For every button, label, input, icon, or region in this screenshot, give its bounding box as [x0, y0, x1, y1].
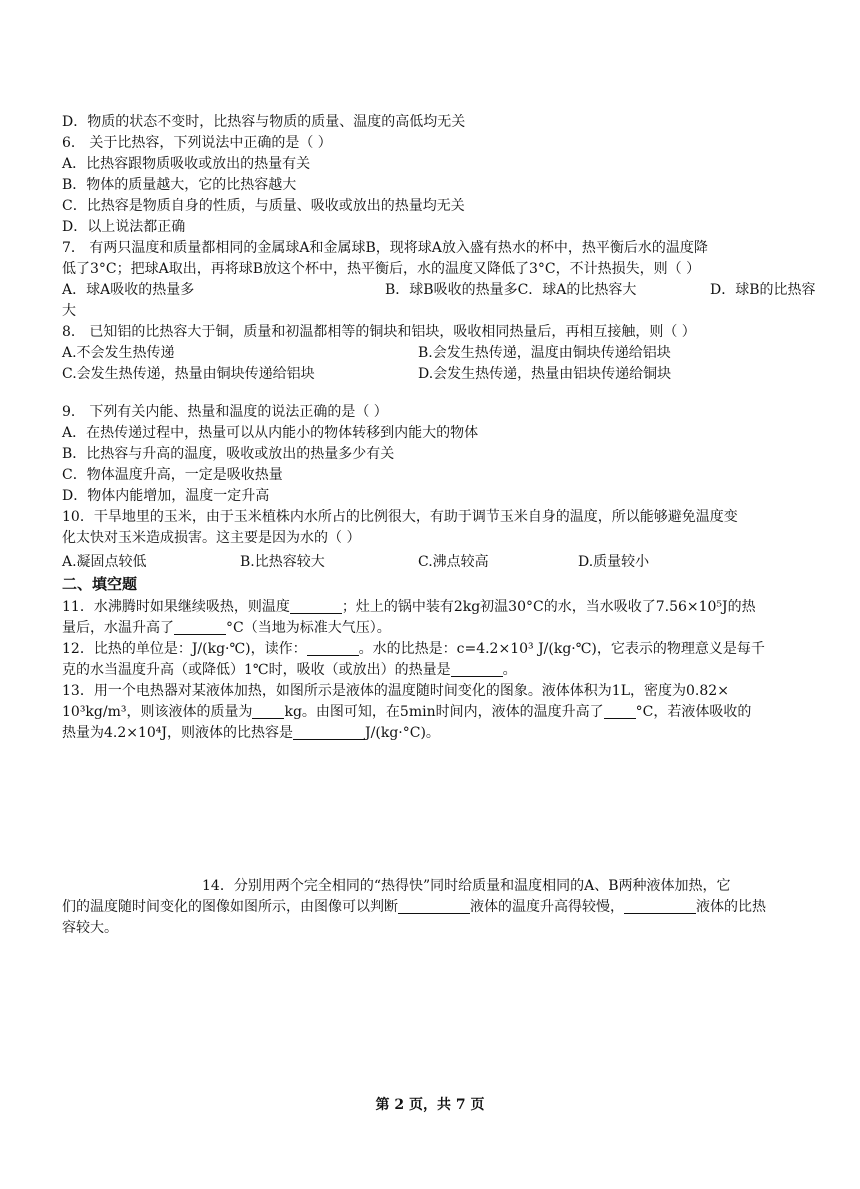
q7-option-bc: B．球B吸收的热量多C．球A的比热容大	[385, 282, 637, 298]
q12-text-1b: 。水的比热是：c=4.2×10³ J/(kg·℃)，它表示的物理意义是每千	[358, 641, 765, 657]
q10-stem-line2: 化太快对玉米造成损害。这主要是因为水的（ ）	[62, 530, 361, 546]
q7-option-d: D．球B的比热容	[710, 282, 816, 298]
q8-option-d: D.会发生热传递，热量由铝块传递给铜块	[418, 366, 672, 382]
q10-option-c: C.沸点较高	[418, 554, 489, 570]
q13-text-2a: 10³kg/m³，则该液体的质量为	[62, 704, 253, 720]
q13-blank-2[interactable]	[604, 704, 636, 719]
q14-line2	[62, 897, 838, 917]
q11-blank-1[interactable]	[290, 599, 342, 614]
q8-option-b: B.会发生热传递，温度由铜块传递给铝块	[418, 345, 671, 361]
q12-blank-1[interactable]	[307, 641, 359, 656]
q13-line3	[62, 723, 838, 743]
q14-text-2c: 液体的比热	[696, 899, 766, 915]
q7-option-d-continued: 大	[62, 303, 76, 319]
q8-option-c: C.会发生热传递，热量由铜块传递给铝块	[62, 366, 315, 382]
q7-option-a: A．球A吸收的热量多	[62, 282, 195, 298]
q12-text-2b: 。	[502, 662, 517, 678]
q11-blank-2[interactable]	[174, 620, 226, 635]
q6-option-a: A．比热容跟物质吸收或放出的热量有关	[62, 156, 311, 172]
q7-stem-line2: 低了3°C；把球A取出，再将球B放这个杯中，热平衡后，水的温度又降低了3°C，不计热损失，则（ ）	[62, 261, 701, 277]
q6-option-d: D．以上说法都正确	[62, 219, 186, 235]
q14-line1: 14．分别用两个完全相同的“热得快”同时给质量和温度相同的A、B两种液体加热，它	[202, 878, 731, 894]
q9-stem: 9． 下列有关内能、热量和温度的说法正确的是（ ）	[62, 404, 388, 420]
q14-blank-2[interactable]	[624, 899, 696, 914]
q14-blank-1[interactable]	[398, 899, 470, 914]
q11-text-1b: ；灶上的锅中装有2kg初温30°C的水，当水吸收了7.56×10⁵J的热	[341, 599, 756, 615]
q9-option-a: A．在热传递过程中，热量可以从内能小的物体转移到内能大的物体	[62, 425, 479, 441]
q13-text-2b: kg。由图可知，在5min时间内，液体的温度升高了	[284, 704, 604, 720]
q14-text-2a: 们的温度随时间变化的图像如图所示，由图像可以判断	[62, 899, 398, 915]
q9-option-b: B．比热容与升高的温度，吸收或放出的热量多少有关	[62, 446, 395, 462]
q11-text-1a: 11．水沸腾时如果继续吸热，则温度	[62, 599, 290, 615]
q12-blank-2[interactable]	[451, 662, 503, 677]
q6-stem: 6． 关于比热容，下列说法中正确的是（ ）	[62, 135, 332, 151]
section-heading-fill-in: 二、填空题	[62, 575, 138, 593]
q12-line2	[62, 660, 838, 680]
q13-text-2c: °C，若液体吸收的	[635, 704, 752, 720]
q13-text-3a: 热量为4.2×10⁴J，则液体的比热容是	[62, 725, 294, 741]
q12-text-2a: 克的水当温度升高（或降低）1℃时，吸收（或放出）的热量是	[62, 662, 451, 678]
q13-line1: 13．用一个电热器对某液体加热，如图所示是液体的温度随时间变化的图象。液体体积为1L，密度为0.82×	[62, 683, 729, 699]
q8-stem: 8． 已知铝的比热容大于铜，质量和初温都相等的铜块和铝块，吸收相同热量后，再相互接触，则（ ）	[62, 324, 696, 340]
q13-blank-1[interactable]	[252, 704, 284, 719]
q11-line1	[62, 597, 838, 617]
q10-option-b: B.比热容较大	[240, 554, 325, 570]
q10-option-a: A.凝固点较低	[62, 554, 147, 570]
q11-line2	[62, 618, 838, 638]
q12-line1	[62, 639, 838, 659]
q14-line3: 容较大。	[62, 920, 118, 936]
q9-option-d: D．物体内能增加，温度一定升高	[62, 488, 270, 504]
q13-text-3b: J/(kg·°C)。	[365, 725, 440, 741]
page-footer: 第 2 页，共 7 页	[375, 1097, 485, 1113]
q5-option-d: D．物质的状态不变时，比热容与物质的质量、温度的高低均无关	[62, 114, 466, 130]
q14-text-2b: 液体的温度升高得较慢，	[470, 899, 624, 915]
q13-blank-3[interactable]	[293, 725, 365, 740]
q11-text-2a: 量后，水温升高了	[62, 620, 174, 636]
q8-option-a: A.不会发生热传递	[62, 345, 175, 361]
q9-option-c: C．物体温度升高，一定是吸收热量	[62, 467, 283, 483]
q7-stem-line1: 7． 有两只温度和质量都相同的金属球A和金属球B，现将球A放入盛有热水的杯中，热平衡后水的温度降	[62, 240, 708, 256]
q11-text-2b: °C（当地为标准大气压）。	[226, 620, 391, 636]
q12-text-1a: 12．比热的单位是：J/(kg·℃)，读作：	[62, 641, 307, 657]
q10-option-d: D.质量较小	[578, 554, 650, 570]
q6-option-b: B．物体的质量越大，它的比热容越大	[62, 177, 297, 193]
q6-option-c: C．比热容是物质自身的性质，与质量、吸收或放出的热量均无关	[62, 198, 465, 214]
q10-stem-line1: 10．干旱地里的玉米，由于玉米植株内水所占的比例很大，有助于调节玉米自身的温度，所以能够避免温度变	[62, 509, 738, 525]
q13-line2	[62, 702, 838, 722]
